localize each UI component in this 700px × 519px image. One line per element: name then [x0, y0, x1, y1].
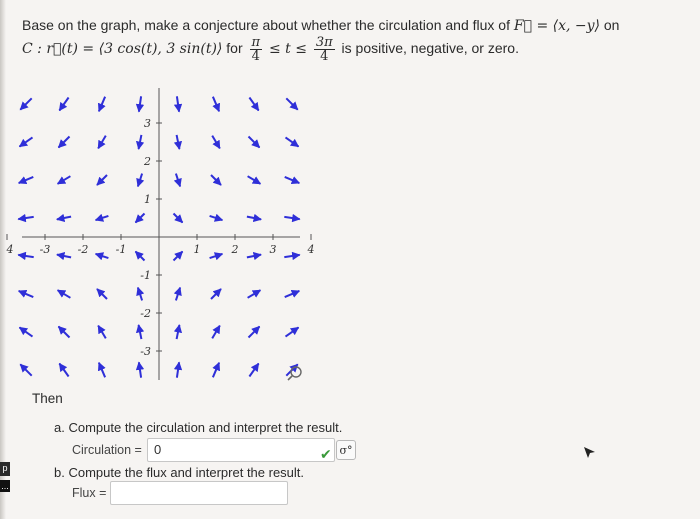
field-arrow — [284, 217, 299, 219]
field-arrow — [249, 364, 258, 377]
field-arrow — [174, 214, 183, 223]
side-tab-bottom[interactable]: ... — [1, 481, 9, 491]
field-arrow — [59, 137, 70, 148]
x-tick-label: 4 — [307, 243, 315, 256]
field-arrow — [210, 216, 223, 220]
field-arrow — [247, 217, 261, 220]
field-arrow — [248, 176, 261, 184]
field-arrow — [57, 217, 71, 220]
field-arrow — [176, 174, 180, 187]
field-arrow — [247, 255, 261, 258]
field-arrow — [96, 216, 109, 220]
cursor-icon — [583, 446, 597, 460]
checkmark-icon: ✔ — [320, 446, 332, 462]
side-tab-top[interactable]: p — [0, 462, 10, 476]
circulation-input[interactable]: 0 — [147, 438, 335, 462]
field-arrow — [99, 363, 105, 378]
field-arrow — [99, 97, 105, 112]
field-arrow — [248, 290, 261, 298]
y-tick-label: 3 — [144, 117, 151, 130]
t-lower-bound: $\frac{\pi}{4}$ — [251, 35, 261, 64]
field-arrow — [18, 255, 33, 257]
field-arrow — [96, 254, 109, 258]
field-arrow — [58, 176, 71, 184]
field-arrow — [98, 326, 106, 339]
field-arrow — [59, 364, 68, 377]
y-tick-label: 1 — [144, 193, 151, 206]
field-arrow — [211, 289, 221, 299]
field-arrow — [139, 325, 142, 339]
x-tick-label: 3 — [269, 243, 277, 256]
field-arrow — [20, 327, 33, 336]
x-tick-label: 1 — [193, 243, 201, 256]
part-b-prompt: b. Compute the flux and interpret the result. — [54, 465, 305, 480]
x-tick-label: -2 — [77, 243, 89, 256]
t-upper-bound: $\frac{3\pi}{4}$ — [315, 35, 333, 64]
field-arrow — [19, 291, 34, 297]
inequality: ≤ t ≤ — [268, 41, 307, 58]
y-tick-label: -3 — [140, 345, 151, 358]
x-tick-label: -3 — [39, 243, 51, 256]
field-arrow — [59, 327, 70, 338]
y-tick-label: 2 — [144, 155, 151, 168]
field-arrow — [174, 252, 183, 261]
field-arrow — [286, 327, 299, 336]
then-label: Then — [32, 391, 63, 406]
y-tick-label: -2 — [140, 307, 151, 320]
field-arrow — [249, 327, 260, 338]
field-arrow — [20, 137, 33, 146]
field-arrow — [285, 177, 300, 183]
flux-label: Flux = — [72, 486, 107, 500]
field-arrow — [57, 255, 71, 258]
field-arrow — [19, 177, 34, 183]
field-arrow — [58, 290, 71, 298]
field-arrow — [177, 362, 179, 377]
field-arrow — [213, 97, 219, 112]
x-tick-label: -1 — [115, 243, 127, 256]
curve-expression: C : r⃗(t) = ⟨3 cos(t), 3 sin(t)⟩ — [22, 41, 223, 58]
circulation-label: Circulation = — [72, 443, 142, 457]
field-arrow — [18, 217, 33, 219]
field-arrow — [97, 175, 107, 185]
field-arrow — [136, 214, 145, 223]
math-symbol-icon[interactable]: σ° — [336, 440, 356, 460]
field-arrow — [139, 362, 141, 377]
x-tick-label: 4 — [6, 243, 14, 256]
field-arrow — [98, 136, 106, 149]
field-arrow — [139, 135, 142, 149]
field-arrow — [286, 137, 299, 146]
field-arrow — [138, 288, 142, 301]
field-arrow — [139, 96, 141, 111]
field-arrow — [213, 363, 219, 378]
field-arrow — [138, 174, 142, 187]
field-arrow — [59, 98, 68, 111]
vector-field-expression: F⃗ = ⟨x, −y⟩ — [513, 18, 600, 34]
field-arrow — [249, 137, 260, 148]
field-arrow — [20, 98, 31, 109]
field-arrow — [249, 98, 258, 111]
field-arrow — [176, 288, 180, 301]
field-arrow — [212, 136, 220, 149]
field-arrow — [177, 325, 180, 339]
field-arrow — [284, 255, 299, 257]
question-on: on — [603, 17, 620, 33]
field-arrow — [286, 98, 297, 109]
question-text: Base on the graph, make a conjecture about whether the circulation and flux of — [22, 17, 510, 33]
question-suffix: is positive, negative, or zero. — [341, 40, 519, 57]
field-arrow — [210, 254, 223, 258]
field-arrow — [136, 252, 145, 261]
y-tick-label: -1 — [140, 269, 151, 282]
field-arrow — [177, 96, 179, 111]
flux-input[interactable] — [110, 481, 288, 505]
magnifier-icon[interactable] — [288, 367, 301, 380]
field-arrow — [97, 289, 107, 299]
for-label: for — [226, 40, 243, 57]
field-arrow — [20, 364, 31, 375]
field-arrow — [177, 135, 180, 149]
x-tick-label: 2 — [231, 243, 239, 256]
part-a-prompt: a. Compute the circulation and interpret the result. — [54, 420, 343, 435]
field-arrow — [285, 291, 300, 297]
field-arrow — [211, 175, 221, 185]
field-arrow — [212, 326, 220, 339]
